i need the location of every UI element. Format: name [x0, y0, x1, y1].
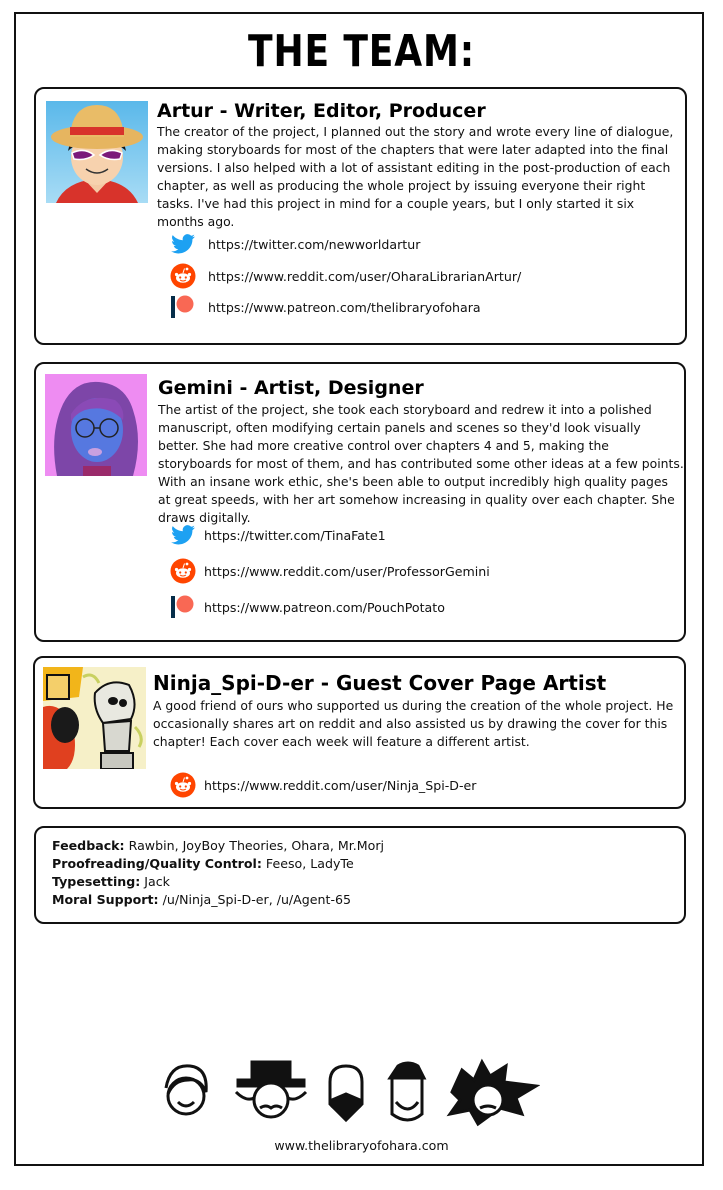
credit-label: Typesetting:	[52, 874, 141, 889]
member-name: Gemini - Artist, Designer	[158, 377, 424, 399]
patreon-icon	[170, 294, 196, 320]
reddit-link[interactable]	[170, 263, 521, 289]
credit-moral-support	[52, 891, 384, 909]
face-3-icon	[330, 1066, 362, 1120]
credit-label: Proofreading/Quality Control:	[52, 856, 262, 871]
credit-value: Rawbin, JoyBoy Theories, Ohara, Mr.Morj	[128, 838, 385, 853]
reddit-icon	[170, 772, 196, 798]
face-4-icon	[390, 1063, 424, 1120]
face-2-icon	[236, 1062, 306, 1117]
credit-feedback	[52, 837, 384, 855]
twitter-link[interactable]	[170, 231, 420, 257]
patreon-link[interactable]	[170, 594, 445, 620]
reddit-url: https://www.reddit.com/user/Ninja_Spi-D-er	[204, 777, 477, 793]
reddit-url: https://www.reddit.com/user/OharaLibrarianArtur/	[208, 268, 522, 284]
member-bio: A good friend of ours who supported us during the creation of the whole project. He occasionally shares art on reddit and also assisted us by drawing the cover for this chapter! Each cover each week will feature a different artist.	[153, 698, 674, 749]
gemini-avatar	[45, 374, 147, 476]
twitter-icon	[170, 231, 196, 257]
credit-typesetting	[52, 873, 384, 891]
face-5-icon	[450, 1062, 536, 1124]
page-title: THE TEAM:	[248, 26, 475, 77]
luffy-avatar	[46, 101, 148, 203]
credit-value: /u/Ninja_Spi-D-er, /u/Agent-65	[162, 892, 352, 907]
patreon-link[interactable]	[170, 294, 481, 320]
reddit-url: https://www.reddit.com/user/ProfessorGemini	[204, 563, 490, 579]
credits-list	[52, 837, 384, 909]
patreon-url: https://www.patreon.com/PouchPotato	[204, 599, 445, 615]
twitter-url: https://twitter.com/newworldartur	[208, 236, 421, 252]
credit-value: Feeso, LadyTe	[265, 856, 354, 871]
website-footer[interactable]: www.thelibraryofohara.com	[274, 1138, 449, 1153]
twitter-link[interactable]	[170, 522, 386, 548]
reddit-icon	[170, 263, 196, 289]
reddit-link[interactable]	[170, 772, 476, 798]
patreon-url: https://www.patreon.com/thelibraryofohara	[208, 299, 481, 315]
credit-value: Jack	[144, 874, 170, 889]
member-name: Ninja_Spi-D-er - Guest Cover Page Artist	[153, 671, 607, 695]
twitter-icon	[170, 522, 196, 548]
credit-proofreading	[52, 855, 384, 873]
reddit-icon	[170, 558, 196, 584]
patreon-icon	[170, 594, 196, 620]
team-faces-illustration	[160, 1058, 540, 1128]
member-bio: The creator of the project, I planned out the story and wrote every line of dialogue, making storyboards for most of the chapters that were later adapted into the final versions. I also helped with a lot of assistant editing in the post-production of each chapter, as well as producing the whole project by issuing everyone their right tasks. I've had this project in mind for a couple years, but I only started it six months ago.	[157, 124, 674, 229]
twitter-url: https://twitter.com/TinaFate1	[204, 527, 386, 543]
credit-label: Feedback:	[52, 838, 125, 853]
ninja-spider-avatar	[43, 667, 146, 769]
member-name: Artur - Writer, Editor, Producer	[157, 100, 486, 122]
reddit-link[interactable]	[170, 558, 490, 584]
member-bio: The artist of the project, she took each storyboard and redrew it into a polished manuscript, often modifying certain panels and scenes so they'd look visually better. She had more creative control over chapters 4 and 5, making the storyboards for most of them, and has contributed some other ideas at a few points. With an insane work ethic, she's been able to output incredibly high quality pages at great speeds, with her art somehow increasing in quality over each chapter. She draws digitally.	[158, 402, 684, 525]
credit-label: Moral Support:	[52, 892, 159, 907]
face-1-icon	[166, 1066, 206, 1114]
